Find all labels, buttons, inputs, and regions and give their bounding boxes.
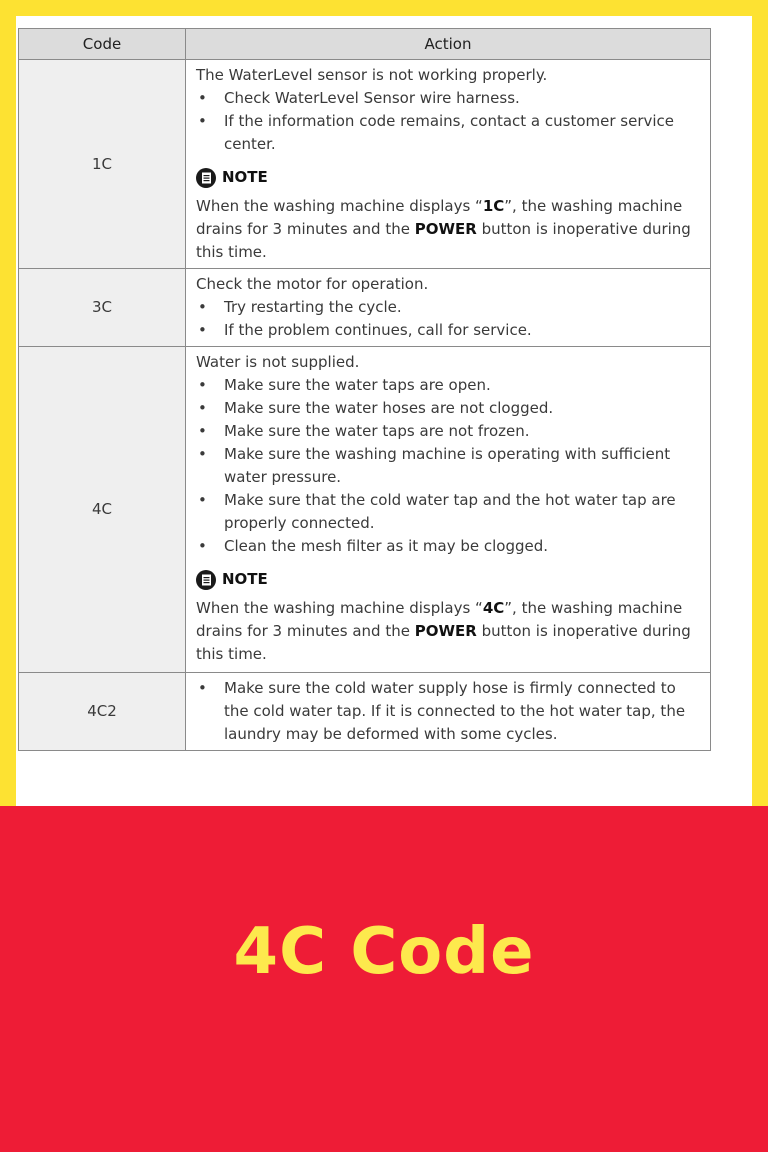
action-cell (186, 347, 711, 673)
list-item: • Check WaterLevel Sensor wire harness. (196, 87, 704, 110)
note-code: 4C (482, 599, 505, 617)
table-row (19, 347, 711, 673)
table-row (19, 60, 711, 269)
action-list (196, 374, 704, 558)
list-item: • Make sure that the cold water tap and the hot water tap are properly connected. (196, 489, 704, 535)
error-code-table (18, 28, 711, 751)
code-cell: 4C (19, 347, 186, 673)
list-item: • Make sure the water taps are not frozen. (196, 420, 704, 443)
action-list (196, 87, 704, 156)
action-column-header: Action (186, 29, 711, 60)
note-label: NOTE (222, 168, 268, 186)
note-icon (196, 168, 216, 188)
table-row (19, 673, 711, 751)
note-icon (196, 570, 216, 590)
list-item: • Make sure the water taps are open. (196, 374, 704, 397)
note-text: When the washing machine displays “4C”, the washing machine drains for 3 minutes and the POWER button is inoperative during this time. (196, 599, 691, 663)
manual-page (16, 16, 752, 806)
action-intro: The WaterLevel sensor is not working properly. (196, 66, 548, 84)
note-heading (196, 166, 704, 189)
note-code: 1C (482, 197, 505, 215)
action-list (196, 677, 704, 746)
list-item: • Make sure the water hoses are not clogged. (196, 397, 704, 420)
table-header-row (19, 29, 711, 60)
code-cell: 1C (19, 60, 186, 269)
code-column-header: Code (19, 29, 186, 60)
code-cell: 4C2 (19, 673, 186, 751)
action-cell (186, 673, 711, 751)
list-item: • Make sure the cold water supply hose is firmly connected to the cold water tap. If it is connected to the hot water tap, the laundry may be deformed with some cycles. (196, 677, 704, 746)
list-item: • If the information code remains, contact a customer service center. (196, 110, 704, 156)
note-label: NOTE (222, 570, 268, 588)
note-text: When the washing machine displays “1C”, the washing machine drains for 3 minutes and the POWER button is inoperative during this time. (196, 197, 691, 261)
list-item: • Make sure the washing machine is operating with sufficient water pressure. (196, 443, 704, 489)
list-item: • If the problem continues, call for service. (196, 319, 704, 342)
code-cell: 3C (19, 269, 186, 347)
note-power-label: POWER (414, 220, 477, 238)
note-power-label: POWER (414, 622, 477, 640)
action-list (196, 296, 704, 342)
action-cell (186, 60, 711, 269)
banner-title: 4C Code (233, 915, 535, 989)
action-intro: Water is not supplied. (196, 353, 360, 371)
list-item: • Clean the mesh filter as it may be clogged. (196, 535, 704, 558)
table-row (19, 269, 711, 347)
note-heading (196, 568, 704, 591)
action-cell (186, 269, 711, 347)
list-item: • Try restarting the cycle. (196, 296, 704, 319)
action-intro: Check the motor for operation. (196, 275, 429, 293)
